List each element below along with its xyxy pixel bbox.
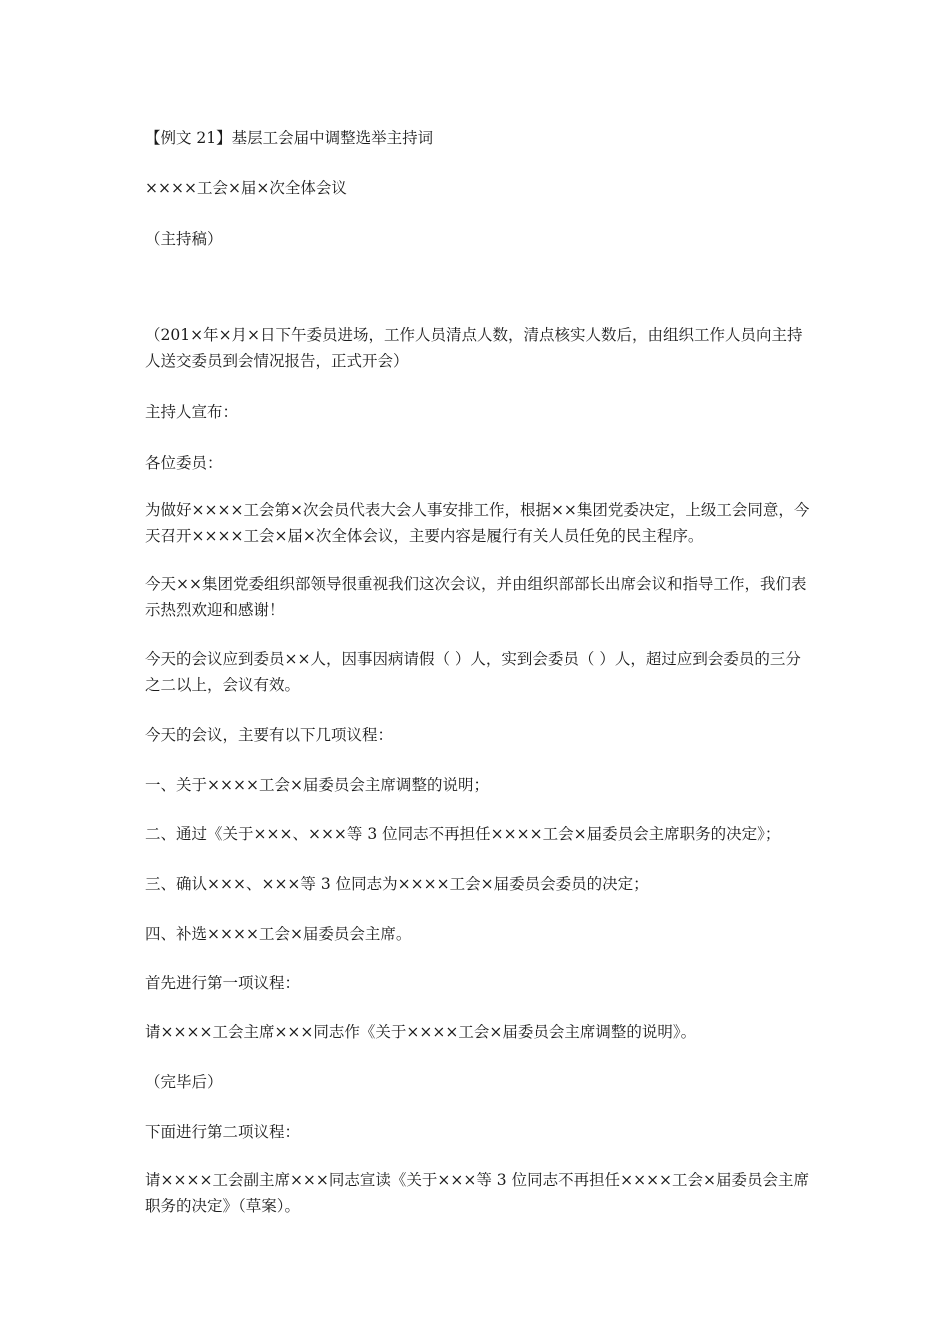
paragraph-opening-note: （201×年×月×日下午委员进场，工作人员清点人数，清点核实人数后，由组织工作人员向主持人送交委员到会情况报告，正式开会） [145,326,803,370]
document-subtitle: （主持稿） [145,230,223,248]
paragraph-agenda-intro: 今天的会议，主要有以下几项议程： [145,726,394,744]
paragraph-greeting: 各位委员： [145,454,223,472]
meeting-name: ××××工会×届×次全体会议 [145,179,347,197]
paragraph-attendance: 今天的会议应到委员××人，因事因病请假（ ）人，实到会委员（ ）人，超过应到会委员的三分之二以上，会议有效。 [145,650,801,694]
paragraph-after-note: （完毕后） [145,1073,223,1091]
agenda-item-3: 三、确认×××、×××等 3 位同志为××××工会×届委员会委员的决定； [145,875,649,893]
paragraph-purpose: 为做好××××工会第×次会员代表大会人事安排工作，根据××集团党委决定，上级工会同意，今天召开××××工会×届×次全体会议，主要内容是履行有关人员任免的民主程序。 [145,501,810,545]
paragraph-welcome: 今天××集团党委组织部领导很重视我们这次会议，并由组织部部长出席会议和指导工作，我们表示热烈欢迎和感谢！ [145,575,807,619]
paragraph-first-item: 首先进行第一项议程： [145,974,301,992]
agenda-item-1: 一、关于××××工会×届委员会主席调整的说明； [145,776,489,794]
paragraph-vice-chair-reading: 请××××工会副主席×××同志宣读《关于×××等 3 位同志不再担任××××工会×届委员会主席职务的决定》（草案）。 [145,1171,810,1215]
agenda-item-2: 二、通过《关于×××、×××等 3 位同志不再担任××××工会×届委员会主席职务的决定》； [145,825,781,843]
agenda-item-4: 四、补选××××工会×届委员会主席。 [145,925,412,943]
paragraph-chair-statement: 请××××工会主席×××同志作《关于××××工会×届委员会主席调整的说明》。 [145,1023,697,1041]
paragraph-second-item: 下面进行第二项议程： [145,1123,301,1141]
paragraph-host-announce: 主持人宣布： [145,403,239,421]
document-title: 【例文 21】基层工会届中调整选举主持词 [145,129,434,147]
